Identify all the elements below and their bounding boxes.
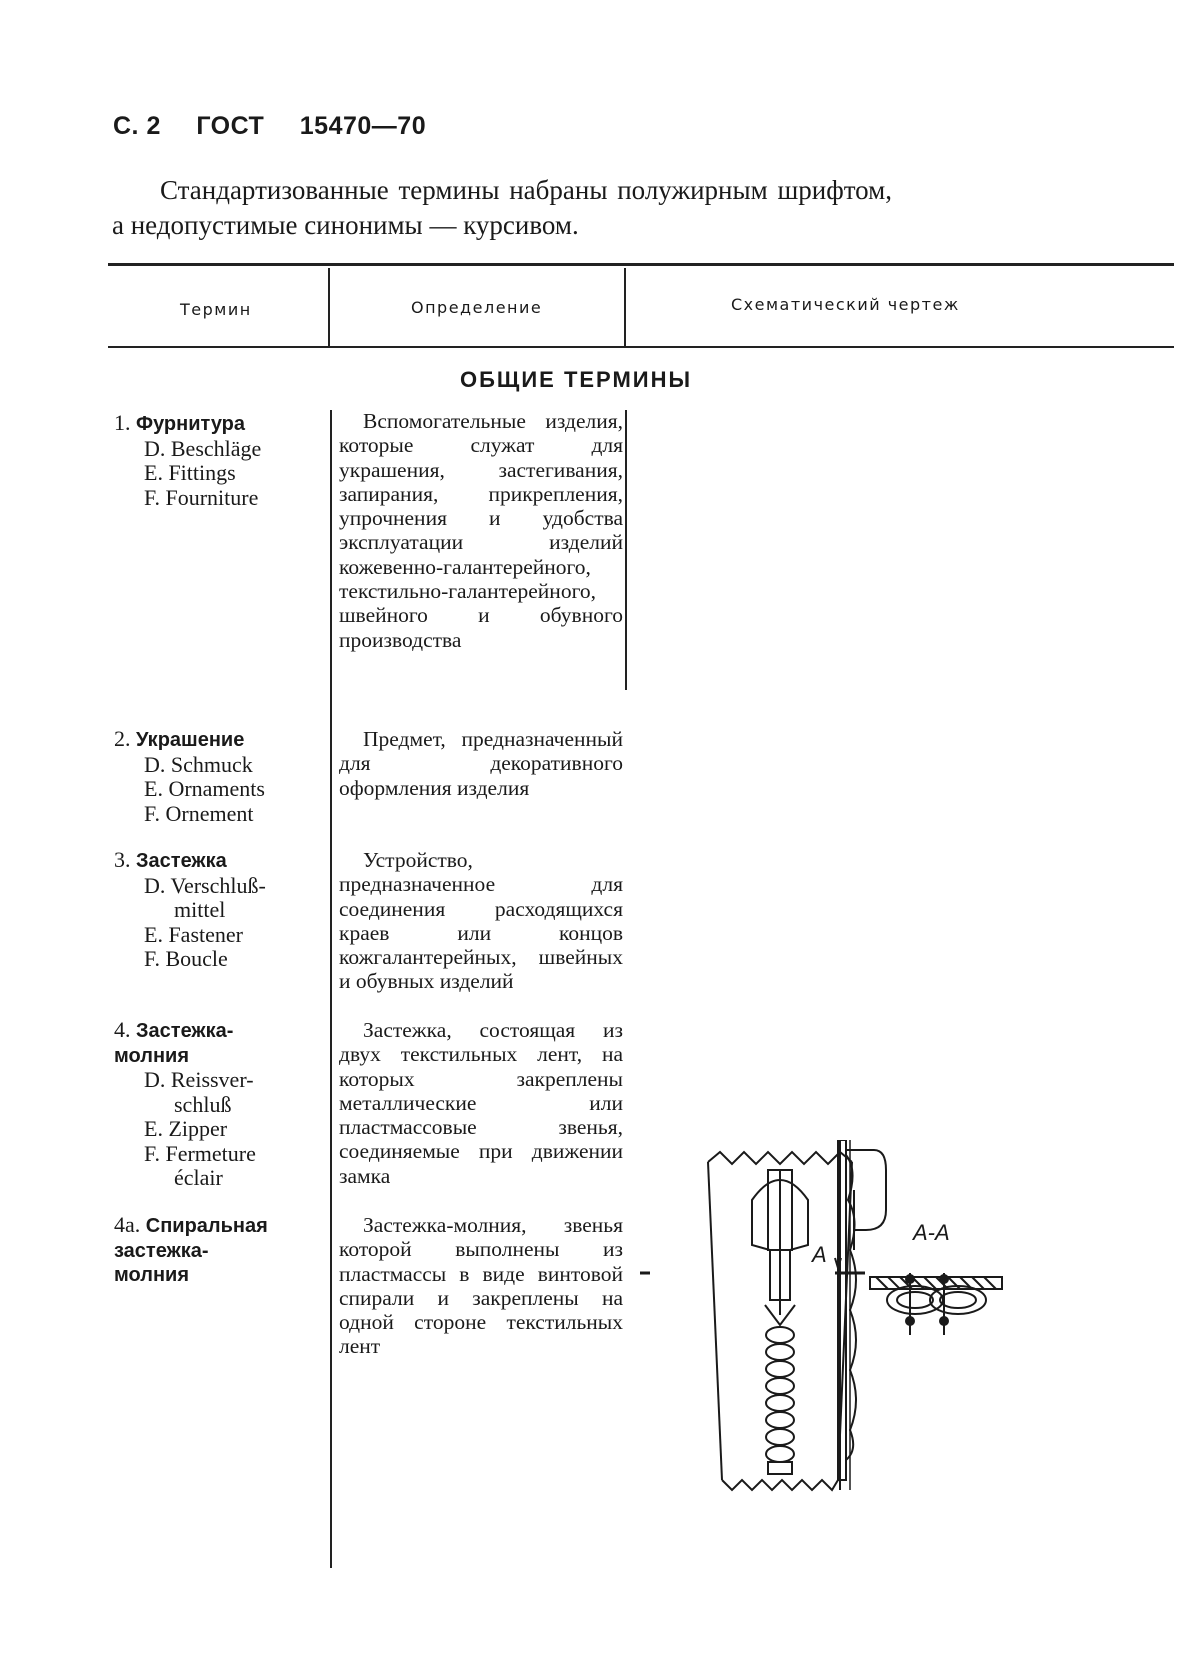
definition-2: Предмет, предназначенный для декоративного оформления изделия [339,727,623,800]
term-name: Застежка- [136,1020,234,1042]
term-entry-1 [114,411,319,510]
term-name: Украшение [136,729,245,751]
column-divider-2-header [624,268,626,346]
term-number: 2. [114,726,131,751]
term-number: 1. [114,410,131,435]
intro-line-2: а недопустимые синонимы — курсивом. [112,210,579,240]
term-entry-2 [114,727,319,826]
synonym-de: D. Reissver- [144,1067,254,1092]
synonym-en: E. Zipper [144,1116,228,1141]
synonym-de-cont: mittel [174,897,226,922]
standard-number: 15470—70 [299,112,427,140]
synonym-en: E. Fittings [144,460,236,485]
term-name-cont: молния [114,1044,189,1067]
synonym-de: D. Beschläge [144,435,262,461]
definition-4a: Застежка-молния, звенья которой выполнены из пластмассы в виде винтовой спирали и закреплены на одной стороне текстильных лент [339,1213,623,1359]
intro-line-1: Стандартизованные термины набраны полужирным шрифтом, [160,175,892,205]
term-name: Фурнитура [136,413,246,435]
section-view-a-a [870,1273,1002,1335]
zipper-teeth [766,1327,794,1474]
synonym-fr: F. Boucle [144,946,228,971]
definition-4: Застежка, состоящая из двух текстильных лент, на которых закреплены металлические или пластмассовые звенья, соединяемые при движении замка [339,1018,623,1188]
section-view-label: А-А [913,1220,950,1245]
section-title: ОБЩИЕ ТЕРМИНЫ [460,367,693,392]
synonym-fr: F. Fourniture [144,484,259,510]
term-name-cont: застежка- [114,1239,209,1262]
zipper-front-view [708,1152,852,1490]
term-name: Застежка [136,850,227,872]
synonym-de-cont: schluß [174,1091,232,1117]
synonym-de: D. Schmuck [144,751,253,777]
synonym-de: D. Verschluß- [144,872,266,898]
table-top-rule [108,263,1174,266]
synonym-en: E. Ornaments [144,776,265,801]
column-header-definition: Определение [411,298,543,317]
term-number: 3. [114,847,131,872]
synonym-en: E. Fastener [144,921,243,947]
synonym-fr: F. Ornement [144,800,254,826]
synonym-fr: F. Fermeture [144,1140,256,1166]
table-header-rule [108,346,1174,348]
term-entry-4a [114,1213,319,1288]
definition-1: Вспомогательные изделия, которые служат для украшения, застегивания, запирания, прикрепления, упрочнения и удобства эксплуатации изделий кожевенно-галантерейного, текстильно-галантерейного, швейного и обувного производства [339,409,623,652]
page-header [113,112,454,141]
term-number: 4. [114,1017,131,1042]
term-entry-4 [114,1018,319,1191]
zipper-side-view [835,1140,886,1490]
column-divider-2 [625,410,627,690]
term-name-cont-2: молния [114,1264,189,1286]
section-label-right: A [812,1242,827,1267]
column-header-term: Термин [180,300,252,319]
term-entry-3 [114,848,319,972]
definition-3: Устройство, предназначенное для соединения расходящихся краев или концов кожгалантерейных, швейных и обувных изделий [339,848,623,994]
zipper-schematic-drawing [640,1140,1080,1510]
term-number: 4а. [114,1212,141,1237]
standard-label: ГОСТ [196,112,265,140]
column-header-drawing: Схематический чертеж [731,295,960,314]
section-marker-left [640,1260,650,1273]
column-divider-1 [330,410,332,1568]
term-name: Спиральная [145,1215,268,1237]
synonym-fr-cont: éclair [174,1165,223,1190]
page-number: С. 2 [113,112,161,140]
column-divider-1-header [328,268,330,346]
